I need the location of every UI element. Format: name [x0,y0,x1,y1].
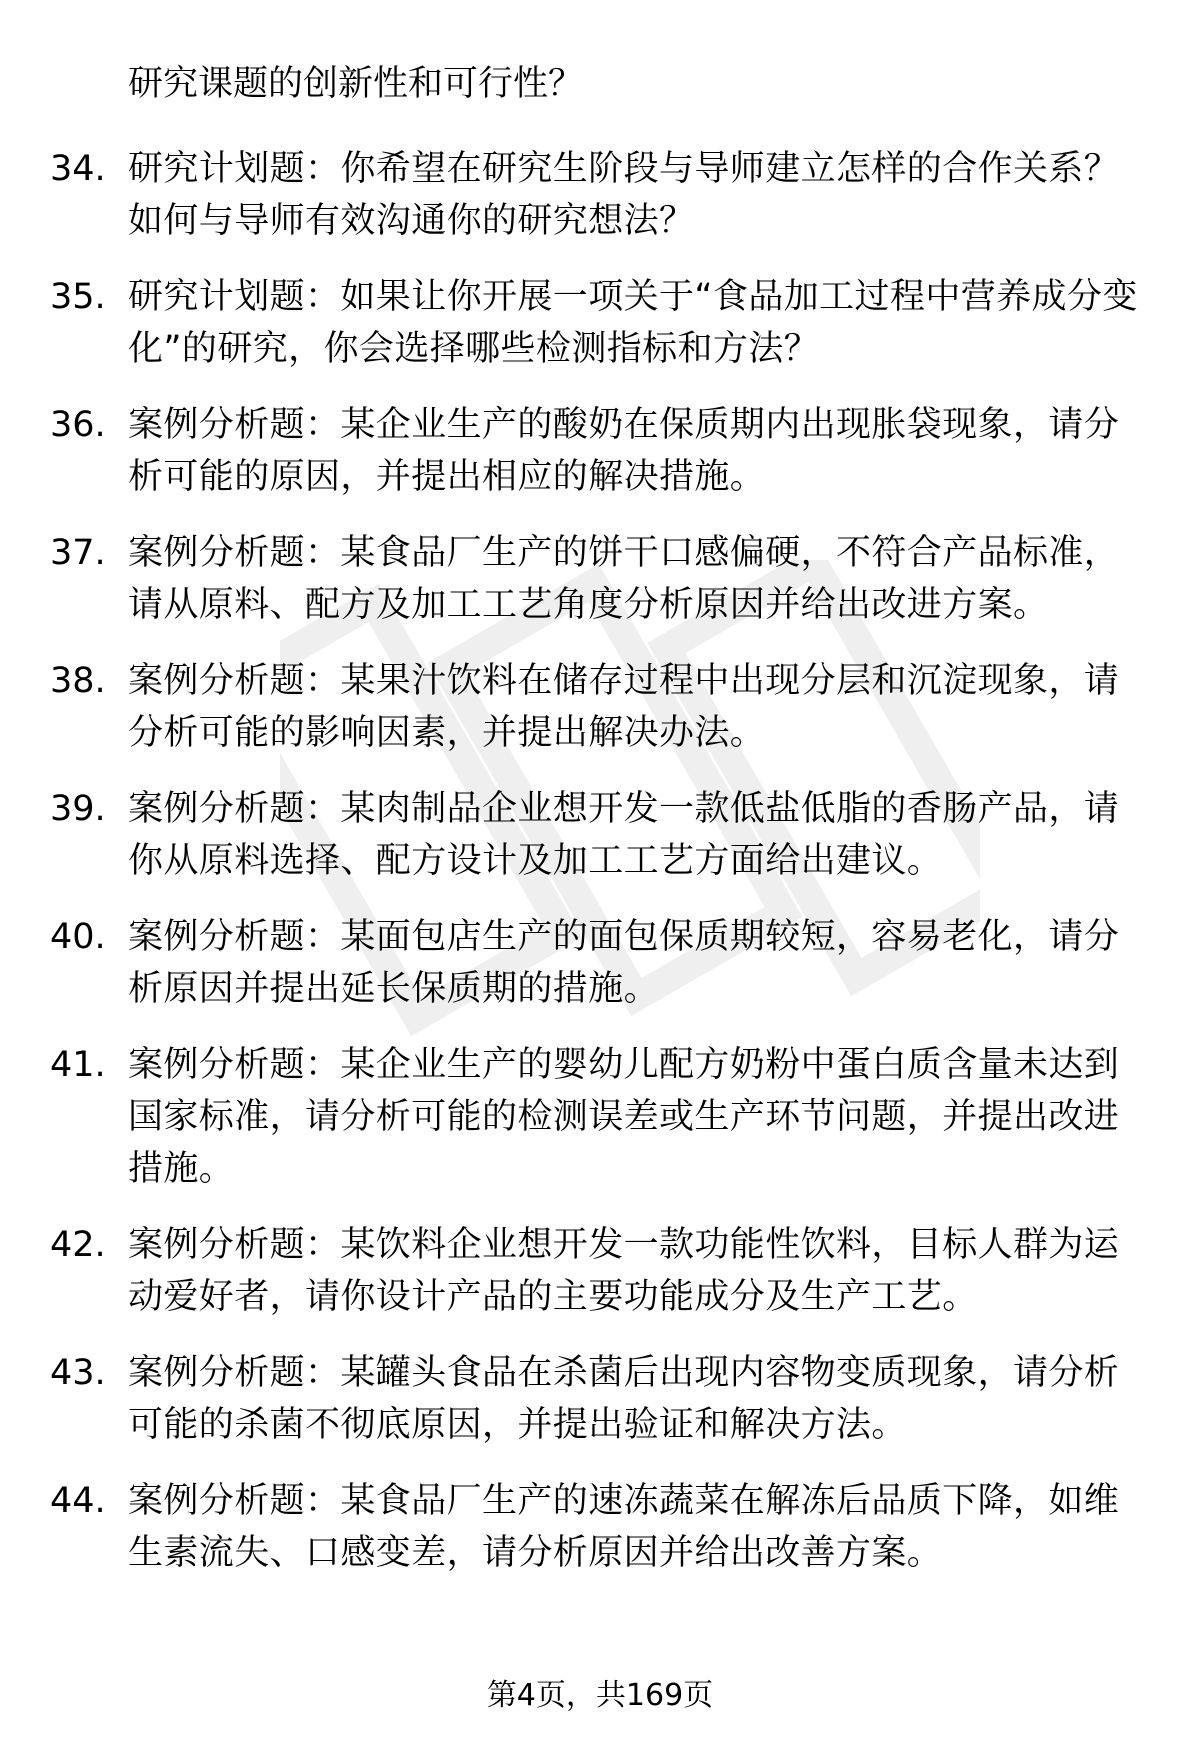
question-list [50,143,1140,1603]
question-text: 案例分析题：某食品厂生产的饼干口感偏硬，不符合产品标准，请从原料、配方及加工工艺角度分析原因并给出改进方案。 [128,533,1120,625]
question-text: 案例分析题：某企业生产的婴幼儿配方奶粉中蛋白质含量未达到国家标准，请分析可能的检测误差或生产环节问题，并提出改进措施。 [128,1045,1120,1189]
question-item [50,911,1140,1015]
question-text: 案例分析题：某饮料企业想开发一款功能性饮料，目标人群为运动爱好者，请你设计产品的主要功能成分及生产工艺。 [128,1225,1120,1317]
question-number: 43. [50,1353,106,1393]
question-number: 34. [50,149,106,189]
question-number: 39. [50,789,106,829]
question-item [50,783,1140,887]
question-text: 案例分析题：某罐头食品在杀菌后出现内容物变质现象，请分析可能的杀菌不彻底原因，并提出验证和解决方法。 [128,1353,1120,1445]
question-text: 案例分析题：某肉制品企业想开发一款低盐低脂的香肠产品，请你从原料选择、配方设计及加工工艺方面给出建议。 [128,789,1120,881]
question-number: 38. [50,661,106,701]
question-text: 研究计划题：你希望在研究生阶段与导师建立怎样的合作关系？如何与导师有效沟通你的研究想法？ [128,149,1120,241]
question-number: 41. [50,1045,106,1085]
question-text: 案例分析题：某企业生产的酸奶在保质期内出现胀袋现象，请分析可能的原因，并提出相应的解决措施。 [128,405,1120,497]
question-number: 36. [50,405,106,445]
question-item [50,1219,1140,1323]
question-text: 案例分析题：某果汁饮料在储存过程中出现分层和沉淀现象，请分析可能的影响因素，并提出解决办法。 [128,661,1120,753]
question-text: 研究计划题：如果让你开展一项关于“食品加工过程中营养成分变化”的研究，你会选择哪些检测指标和方法？ [128,277,1138,369]
question-number: 35. [50,277,106,317]
question-item [50,527,1140,631]
page-number-footer: 第4页，共169页 [486,1678,714,1713]
question-item [50,271,1140,375]
question-item [50,655,1140,759]
question-item [50,1039,1140,1195]
question-text: 案例分析题：某食品厂生产的速冻蔬菜在解冻后品质下降，如维生素流失、口感变差，请分析原因并给出改善方案。 [128,1481,1120,1573]
question-number: 40. [50,917,106,957]
question-text: 案例分析题：某面包店生产的面包保质期较短，容易老化，请分析原因并提出延长保质期的措施。 [128,917,1120,1009]
question-item [50,1347,1140,1451]
continuation-text: 研究课题的创新性和可行性？ [128,64,584,104]
question-number: 37. [50,533,106,573]
question-item [50,1475,1140,1579]
question-number: 42. [50,1225,106,1265]
question-item [50,399,1140,503]
question-item [50,143,1140,247]
question-number: 44. [50,1481,106,1521]
